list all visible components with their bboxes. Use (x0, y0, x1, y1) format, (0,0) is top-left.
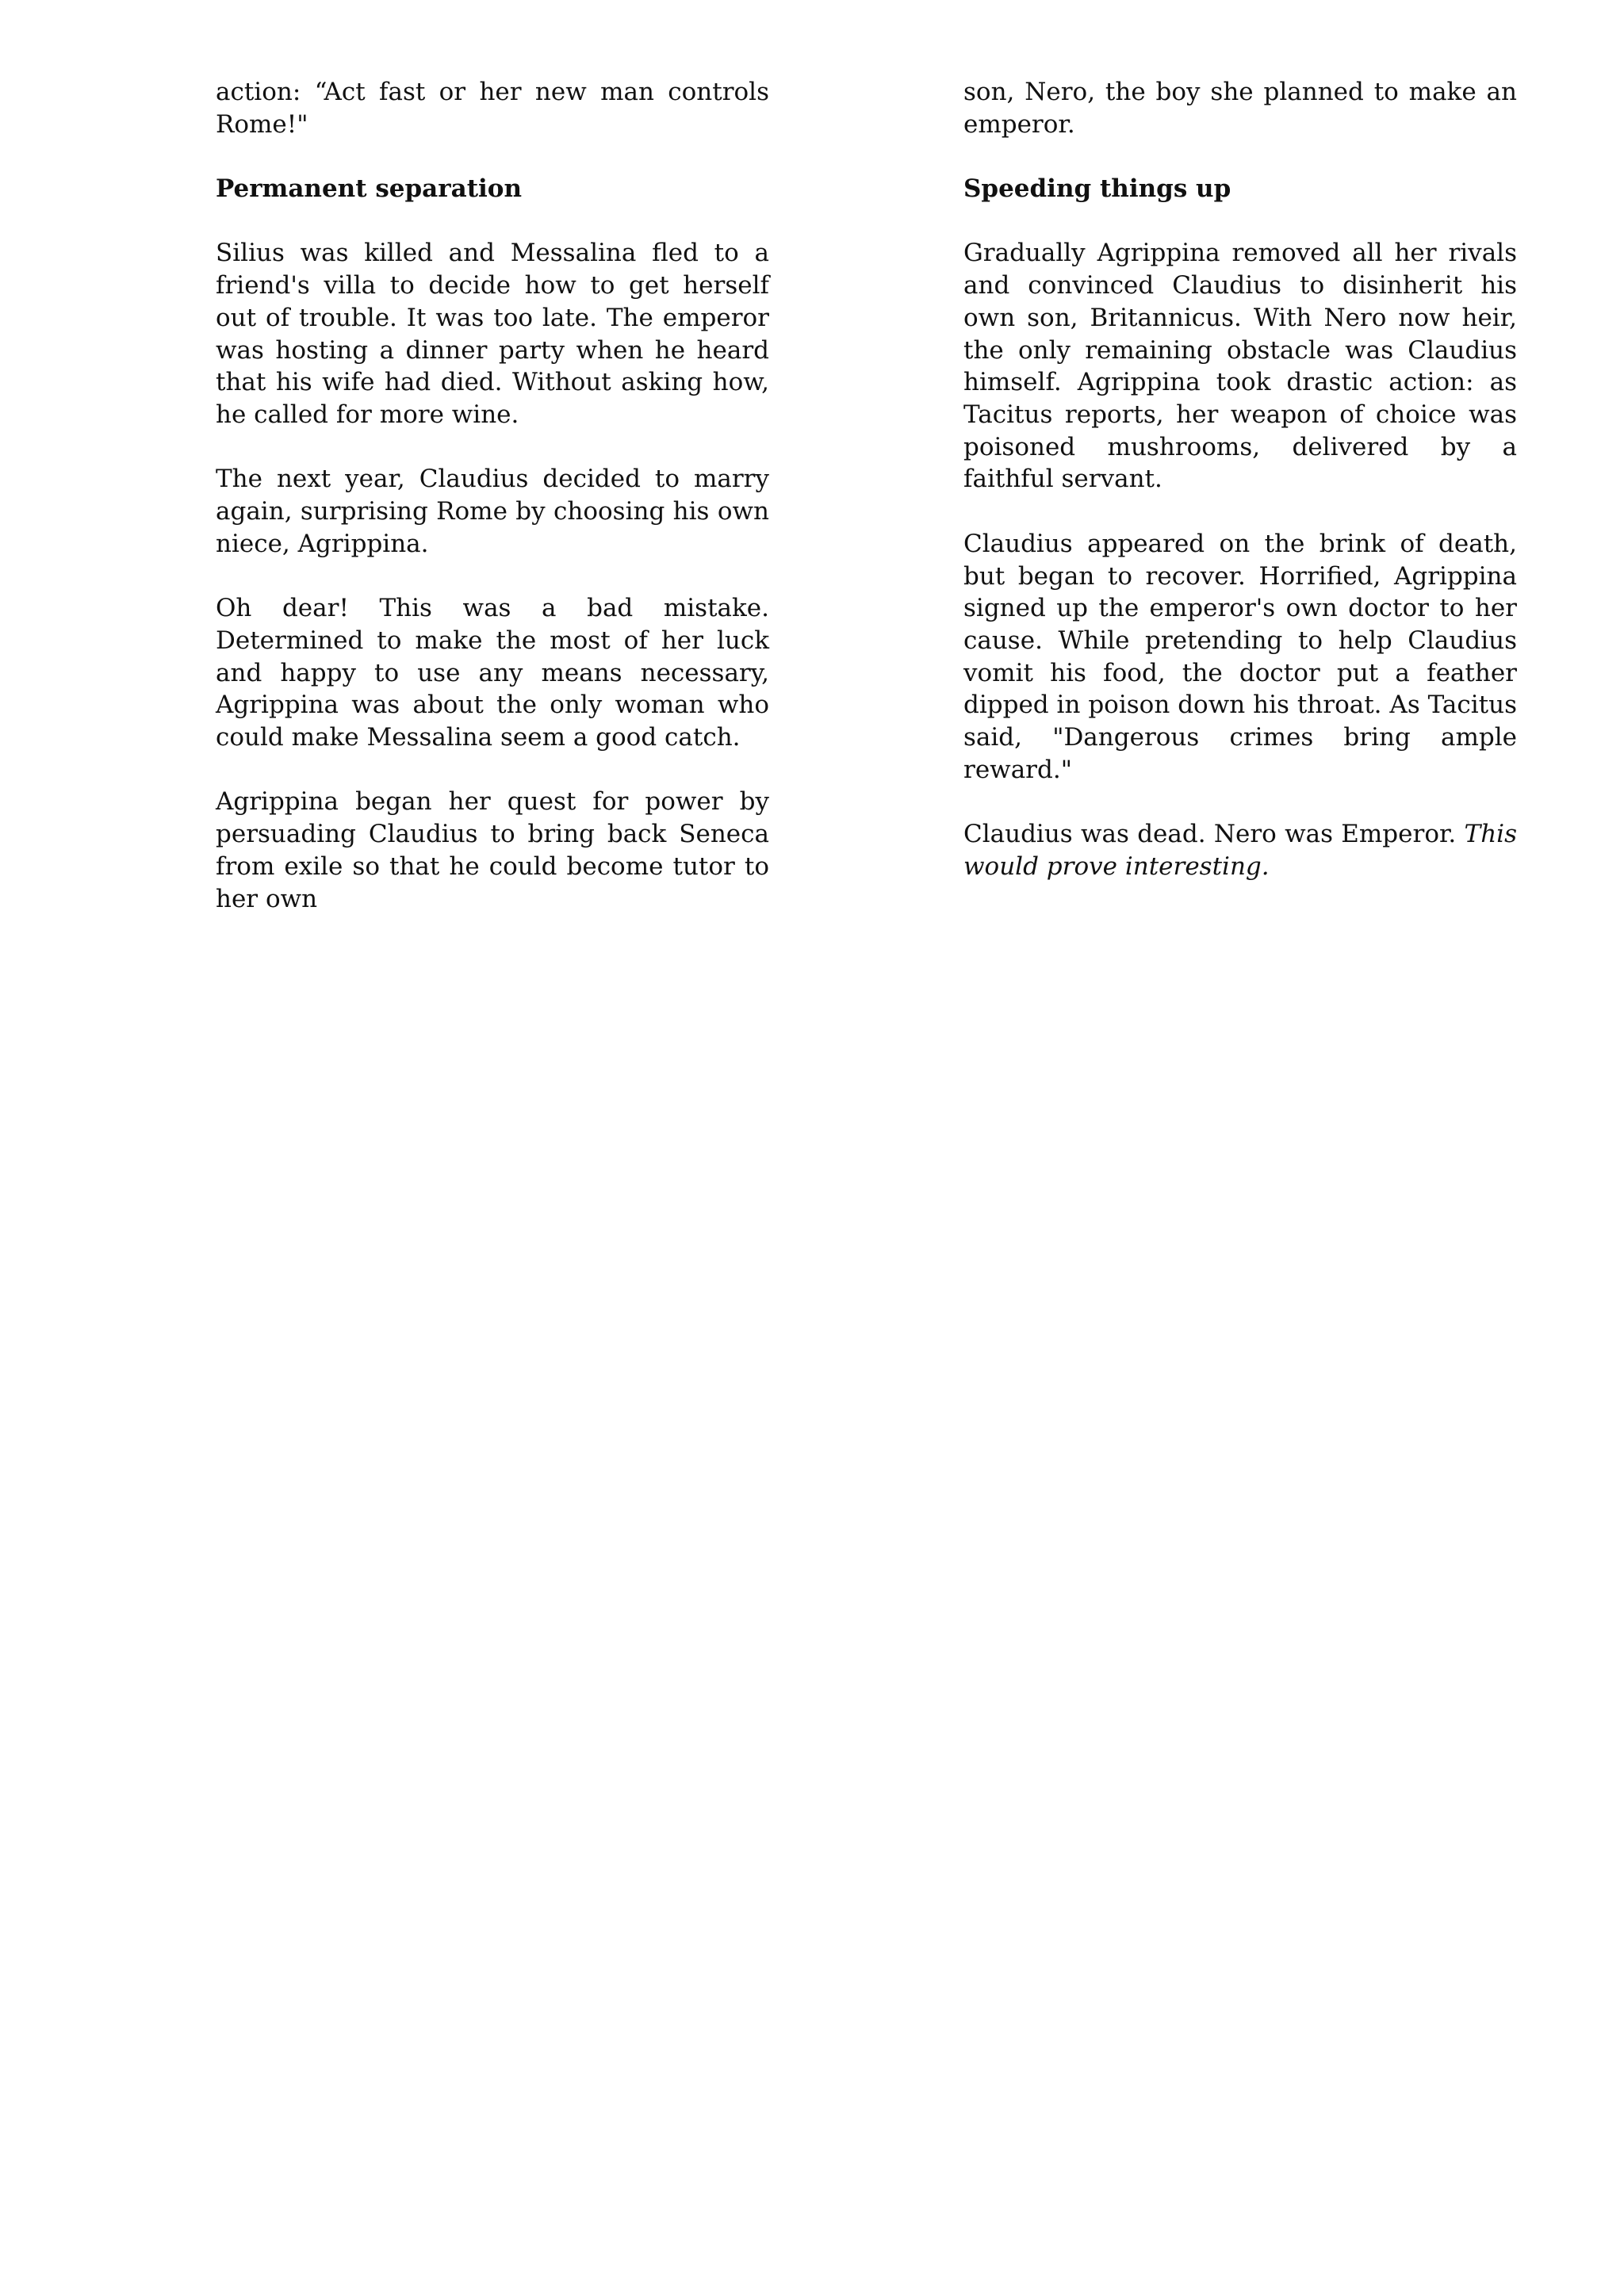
closing-italic-text: This would prove interesting. (963, 820, 1517, 881)
paragraph: The next year, Claudius decided to marry again, surprising Rome by choosing his own niece, Agrippina. (216, 465, 769, 558)
right-column (963, 76, 1517, 883)
section-heading-speeding-things-up: Speeding things up (963, 174, 1231, 204)
paragraph-continued: son, Nero, the boy she planned to make an emperor. (963, 78, 1517, 139)
paragraph: Claudius appeared on the brink of death, but began to recover. Horrified, Agrippina signed up the emperor's own doctor to her cause. While pretending to help Claudius vomit his food, the doctor put a feather dipped in poison down his throat. As Tacitus said, "Dangerous crimes bring ample reward." (963, 529, 1517, 784)
paragraph: Gradually Agrippina removed all her rivals and convinced Claudius to disinherit his own son, Britannicus. With Nero now heir, the only remaining obstacle was Claudius himself. Agrippina took drastic action: as Tacitus reports, her weapon of choice was poisoned mushrooms, delivered by a faithful servant. (963, 239, 1517, 494)
paragraph: Agrippina began her quest for power by persuading Claudius to bring back Seneca from exile so that he could become tutor to her own (216, 787, 769, 913)
paragraph: Oh dear! This was a bad mistake. Determined to make the most of her luck and happy to use any means necessary, Agrippina was about the only woman who could make Messalina seem a good catch. (216, 594, 769, 752)
paragraph-closing (963, 818, 1517, 882)
left-column (216, 76, 769, 915)
paragraph-continued: action: “Act fast or her new man controls Rome!" (216, 78, 769, 139)
paragraph: Silius was killed and Messalina fled to a friend's villa to decide how to get herself out of trouble. It was too late. The emperor was hosting a dinner party when he heard that his wife had died. Without asking how, he called for more wine. (216, 239, 769, 429)
closing-text: Claudius was dead. Nero was Emperor. (963, 820, 1465, 849)
section-heading-permanent-separation: Permanent separation (216, 174, 523, 204)
